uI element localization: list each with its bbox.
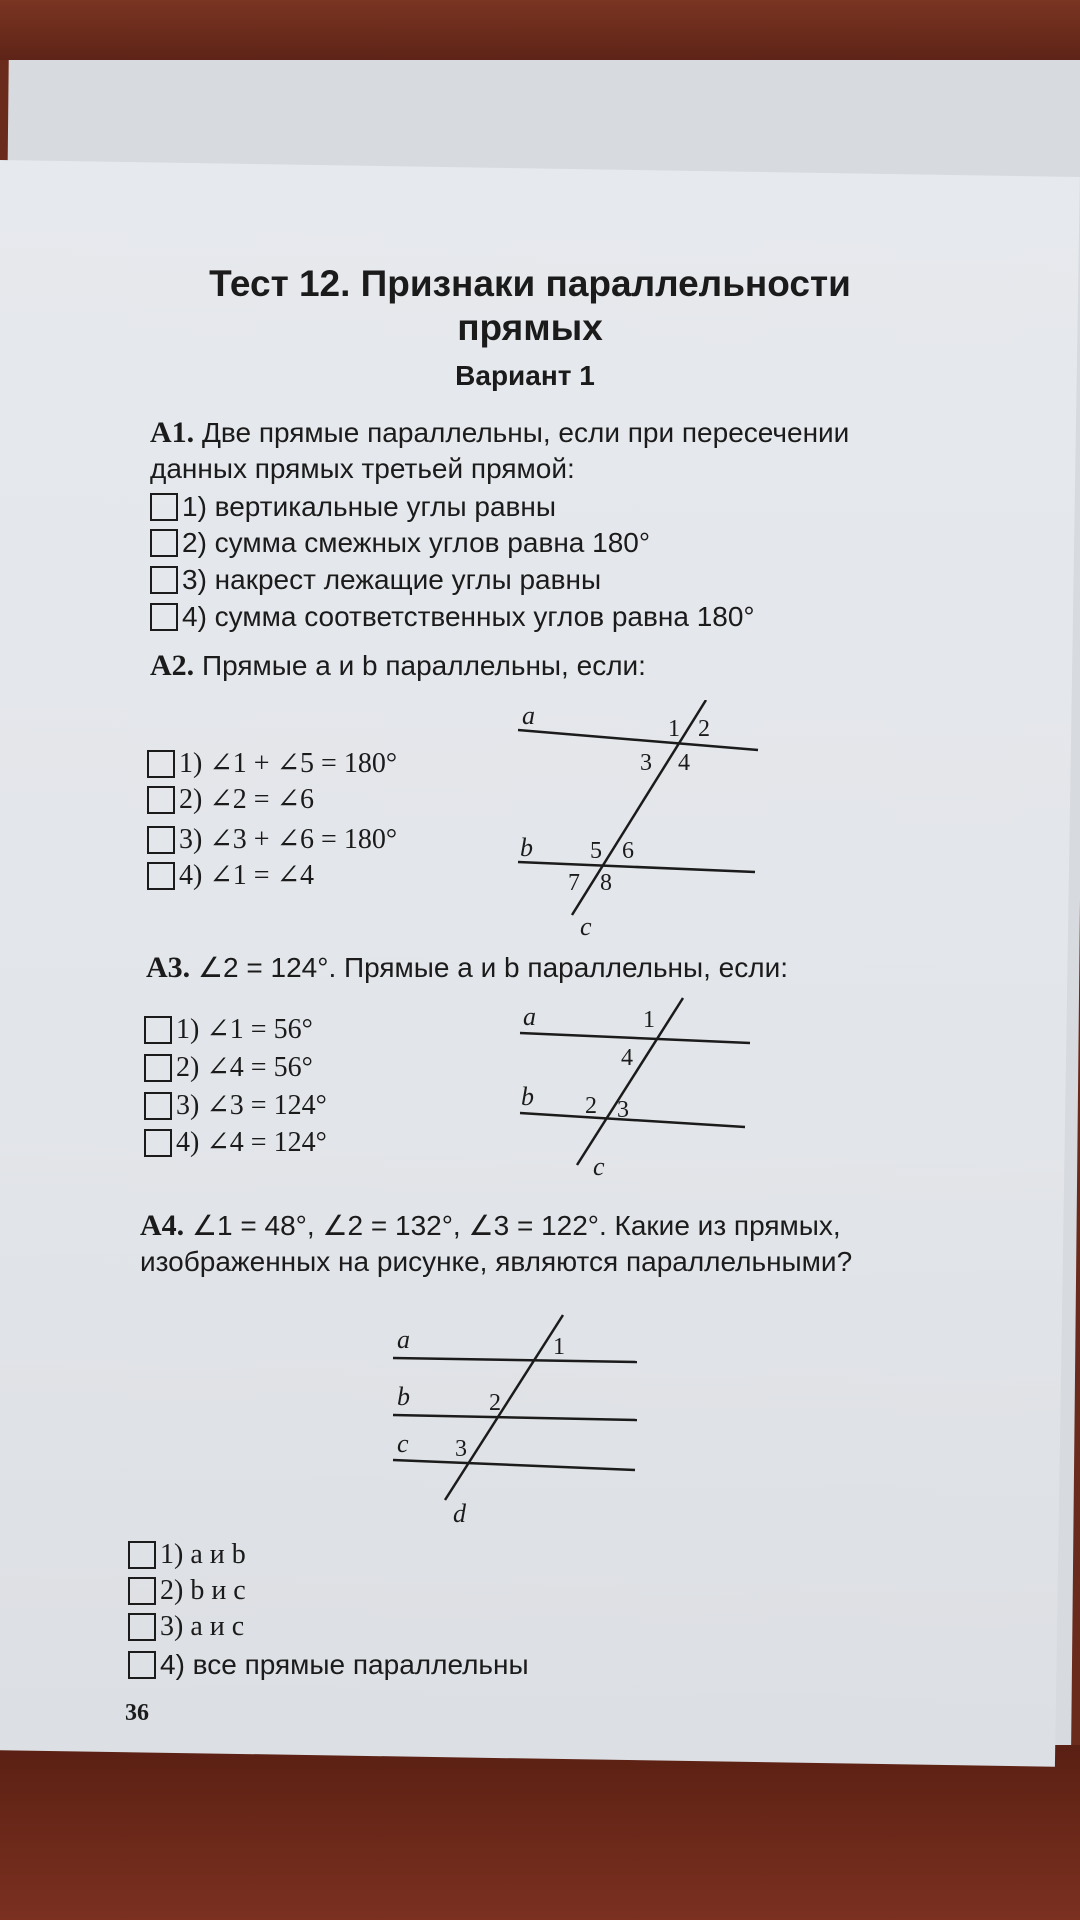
a4-option-4[interactable]: 4) все прямые параллельны	[128, 1648, 529, 1682]
question-a4	[140, 1208, 930, 1280]
question-a4-text: ∠1 = 48°, ∠2 = 132°, ∠3 = 122°. Какие из прямых, изображенных на рисунке, являются параллельными?	[140, 1210, 853, 1277]
question-a1-text: Две прямые параллельны, если при пересечении данных прямых третьей прямой:	[150, 417, 850, 484]
a2-option-2[interactable]: 2) ∠2 = ∠6	[147, 783, 314, 817]
angle-1: 1	[668, 716, 680, 742]
question-a1	[150, 415, 940, 487]
a3-figure	[505, 995, 775, 1185]
checkbox[interactable]	[150, 566, 178, 594]
a1-option-3[interactable]: 3) накрест лежащие углы равны	[150, 563, 601, 597]
question-a1-label: А1.	[150, 416, 195, 449]
question-a3	[146, 950, 926, 986]
angle-6: 6	[622, 838, 634, 864]
line-b	[393, 1415, 637, 1420]
checkbox[interactable]	[128, 1613, 156, 1641]
checkbox[interactable]	[144, 1092, 172, 1120]
angle-7: 7	[568, 870, 580, 896]
a2-option-1[interactable]: 1) ∠1 + ∠5 = 180°	[147, 747, 397, 781]
checkbox[interactable]	[128, 1651, 156, 1679]
a1-option-2[interactable]: 2) сумма смежных углов равна 180°	[150, 526, 650, 560]
question-a3-text: ∠2 = 124°. Прямые a и b параллельны, если:	[197, 952, 789, 983]
label-c: c	[580, 912, 592, 940]
label-a: a	[523, 1002, 536, 1031]
angle-1: 1	[643, 1007, 655, 1033]
line-c	[393, 1460, 635, 1470]
line-c	[577, 998, 683, 1165]
angle-3: 3	[640, 750, 652, 776]
page-number: 36	[125, 1700, 149, 1726]
angle-4: 4	[678, 750, 690, 776]
checkbox[interactable]	[144, 1054, 172, 1082]
test-title: Тест 12. Признаки параллельности прямых	[209, 263, 851, 348]
angle-3: 3	[455, 1436, 467, 1462]
line-a	[518, 730, 758, 750]
angle-2: 2	[585, 1093, 597, 1119]
angle-4: 4	[621, 1045, 633, 1071]
question-a4-label: А4.	[140, 1209, 185, 1242]
a3-option-3[interactable]: 3) ∠3 = 124°	[144, 1089, 327, 1123]
variant-heading: Вариант 1	[455, 360, 595, 391]
a2-figure	[500, 700, 780, 940]
angle-3: 3	[617, 1097, 629, 1123]
checkbox[interactable]	[128, 1541, 156, 1569]
a4-option-2[interactable]: 2) b и c	[128, 1574, 246, 1608]
a4-option-3[interactable]: 3) a и c	[128, 1610, 244, 1644]
checkbox[interactable]	[128, 1577, 156, 1605]
label-c: c	[397, 1429, 409, 1458]
a1-option-4[interactable]: 4) сумма соответственных углов равна 180°	[150, 600, 755, 634]
label-a: a	[522, 701, 535, 730]
a2-option-4[interactable]: 4) ∠1 = ∠4	[147, 859, 314, 893]
a3-option-2[interactable]: 2) ∠4 = 56°	[144, 1051, 313, 1085]
label-b: b	[520, 833, 533, 862]
a3-option-4[interactable]: 4) ∠4 = 124°	[144, 1126, 327, 1160]
angle-1: 1	[553, 1334, 565, 1360]
line-b	[520, 1113, 745, 1127]
checkbox[interactable]	[144, 1129, 172, 1157]
checkbox[interactable]	[147, 826, 175, 854]
angle-5: 5	[590, 838, 602, 864]
line-c	[572, 700, 706, 915]
checkbox[interactable]	[147, 786, 175, 814]
question-a3-label: А3.	[146, 951, 191, 984]
angle-2: 2	[698, 716, 710, 742]
line-a	[393, 1358, 637, 1362]
a4-option-1[interactable]: 1) a и b	[128, 1538, 246, 1572]
a3-option-1[interactable]: 1) ∠1 = 56°	[144, 1013, 313, 1047]
question-a2-label: А2.	[150, 649, 195, 682]
angle-8: 8	[600, 870, 612, 896]
checkbox[interactable]	[150, 493, 178, 521]
checkbox[interactable]	[150, 529, 178, 557]
label-b: b	[521, 1082, 534, 1111]
checkbox[interactable]	[147, 862, 175, 890]
a1-option-1[interactable]: 1) вертикальные углы равны	[150, 490, 556, 524]
a2-option-3[interactable]: 3) ∠3 + ∠6 = 180°	[147, 823, 397, 857]
label-a: a	[397, 1325, 410, 1354]
line-a	[520, 1033, 750, 1043]
line-d	[445, 1315, 563, 1500]
question-a2	[150, 648, 850, 684]
label-b: b	[397, 1382, 410, 1411]
checkbox[interactable]	[150, 603, 178, 631]
a4-figure	[385, 1310, 645, 1530]
question-a2-text: Прямые a и b параллельны, если:	[201, 650, 646, 681]
label-d: d	[453, 1499, 466, 1528]
label-c: c	[593, 1152, 605, 1181]
angle-2: 2	[489, 1390, 501, 1416]
line-b	[518, 862, 755, 872]
checkbox[interactable]	[144, 1016, 172, 1044]
checkbox[interactable]	[147, 750, 175, 778]
